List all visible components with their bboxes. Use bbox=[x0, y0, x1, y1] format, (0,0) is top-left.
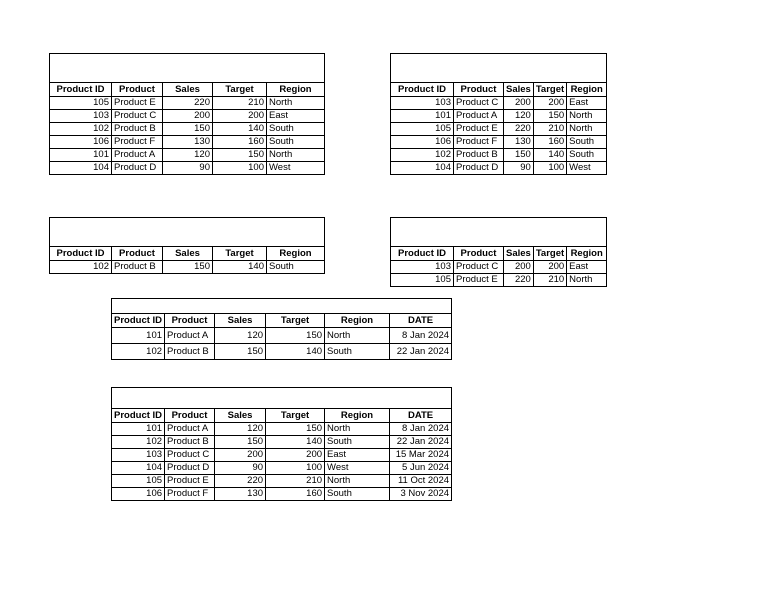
cell: 220 bbox=[215, 475, 266, 488]
cell: 220 bbox=[504, 274, 534, 287]
table-row bbox=[50, 123, 325, 136]
cell: 90 bbox=[163, 162, 213, 175]
column-header: Product ID bbox=[50, 247, 112, 261]
cell: 102 bbox=[112, 436, 165, 449]
column-header: Region bbox=[567, 83, 607, 97]
table-row bbox=[112, 449, 452, 462]
cell: 210 bbox=[213, 97, 267, 110]
cell: North bbox=[325, 423, 390, 436]
table-row bbox=[112, 488, 452, 501]
cell: 140 bbox=[533, 149, 566, 162]
cell: Product B bbox=[165, 436, 215, 449]
cell: Product D bbox=[112, 162, 163, 175]
column-header: Region bbox=[567, 247, 607, 261]
cell: 220 bbox=[163, 97, 213, 110]
cell: 200 bbox=[504, 261, 534, 274]
table-row bbox=[112, 328, 452, 344]
cell: 160 bbox=[213, 136, 267, 149]
cell: South bbox=[325, 344, 390, 360]
table-filtered-pair bbox=[390, 217, 607, 287]
cell: 104 bbox=[112, 462, 165, 475]
cell: South bbox=[267, 136, 325, 149]
table-row bbox=[391, 261, 607, 274]
cell: 3 Nov 2024 bbox=[390, 488, 452, 501]
column-header: Product bbox=[165, 314, 215, 328]
cell: 105 bbox=[50, 97, 112, 110]
cell: 22 Jan 2024 bbox=[390, 436, 452, 449]
cell: East bbox=[567, 97, 607, 110]
cell: West bbox=[267, 162, 325, 175]
column-header: Product ID bbox=[391, 247, 454, 261]
table-filtered-single bbox=[49, 217, 325, 274]
table-row bbox=[112, 423, 452, 436]
cell: Product B bbox=[112, 123, 163, 136]
cell: Product C bbox=[454, 261, 504, 274]
cell: 101 bbox=[391, 110, 454, 123]
cell: Product B bbox=[165, 344, 215, 360]
cell: South bbox=[567, 136, 607, 149]
column-header: Sales bbox=[163, 247, 213, 261]
cell: Product F bbox=[454, 136, 504, 149]
cell: 150 bbox=[533, 110, 566, 123]
cell: 100 bbox=[213, 162, 267, 175]
cell: Product A bbox=[454, 110, 504, 123]
table-row bbox=[112, 436, 452, 449]
cell: 101 bbox=[50, 149, 112, 162]
table-row bbox=[391, 274, 607, 287]
cell: 11 Oct 2024 bbox=[390, 475, 452, 488]
cell: 106 bbox=[50, 136, 112, 149]
cell: Product C bbox=[165, 449, 215, 462]
cell: West bbox=[567, 162, 607, 175]
cell: South bbox=[267, 123, 325, 136]
column-header: Region bbox=[267, 247, 325, 261]
cell: 104 bbox=[50, 162, 112, 175]
column-header: Product ID bbox=[391, 83, 454, 97]
cell: 210 bbox=[266, 475, 325, 488]
cell: Product A bbox=[165, 328, 215, 344]
cell: North bbox=[567, 110, 607, 123]
cell: 150 bbox=[215, 436, 266, 449]
cell: Product D bbox=[165, 462, 215, 475]
cell: 5 Jun 2024 bbox=[390, 462, 452, 475]
column-header: Product ID bbox=[50, 83, 112, 97]
cell: 130 bbox=[163, 136, 213, 149]
cell: 8 Jan 2024 bbox=[390, 423, 452, 436]
column-header: DATE bbox=[390, 409, 452, 423]
cell: 103 bbox=[112, 449, 165, 462]
cell: 102 bbox=[391, 149, 454, 162]
cell: West bbox=[325, 462, 390, 475]
cell: 200 bbox=[215, 449, 266, 462]
cell: North bbox=[325, 475, 390, 488]
cell: Product F bbox=[112, 136, 163, 149]
table-title-cell bbox=[50, 54, 325, 83]
cell: 8 Jan 2024 bbox=[390, 328, 452, 344]
cell: Product B bbox=[454, 149, 504, 162]
cell: 200 bbox=[533, 97, 566, 110]
cell: 160 bbox=[533, 136, 566, 149]
cell: Product C bbox=[112, 110, 163, 123]
table-sorted-by-region bbox=[390, 53, 607, 175]
cell: 220 bbox=[504, 123, 534, 136]
cell: 160 bbox=[266, 488, 325, 501]
column-header: Target bbox=[533, 247, 566, 261]
column-header: Sales bbox=[215, 314, 266, 328]
table-title-cell bbox=[112, 388, 452, 409]
column-header: Product bbox=[454, 83, 504, 97]
column-header: Product bbox=[454, 247, 504, 261]
cell: 102 bbox=[50, 123, 112, 136]
cell: 140 bbox=[266, 436, 325, 449]
cell: 150 bbox=[215, 344, 266, 360]
cell: 200 bbox=[213, 110, 267, 123]
column-header: Target bbox=[213, 83, 267, 97]
cell: 100 bbox=[533, 162, 566, 175]
cell: North bbox=[567, 274, 607, 287]
cell: South bbox=[325, 436, 390, 449]
table-row bbox=[50, 110, 325, 123]
table-row bbox=[112, 475, 452, 488]
cell: Product A bbox=[165, 423, 215, 436]
column-header: Sales bbox=[504, 247, 534, 261]
column-header: Product bbox=[112, 83, 163, 97]
cell: 200 bbox=[504, 97, 534, 110]
cell: 90 bbox=[504, 162, 534, 175]
cell: Product F bbox=[165, 488, 215, 501]
cell: 130 bbox=[504, 136, 534, 149]
table-row bbox=[391, 149, 607, 162]
cell: 120 bbox=[215, 423, 266, 436]
cell: 90 bbox=[215, 462, 266, 475]
cell: 106 bbox=[112, 488, 165, 501]
cell: North bbox=[567, 123, 607, 136]
cell: 140 bbox=[266, 344, 325, 360]
cell: 150 bbox=[266, 423, 325, 436]
cell: 100 bbox=[266, 462, 325, 475]
cell: South bbox=[325, 488, 390, 501]
cell: Product A bbox=[112, 149, 163, 162]
cell: North bbox=[325, 328, 390, 344]
cell: 140 bbox=[213, 261, 267, 274]
table-sorted-by-sales bbox=[49, 53, 325, 175]
cell: 150 bbox=[163, 123, 213, 136]
cell: Product C bbox=[454, 97, 504, 110]
cell: 101 bbox=[112, 328, 165, 344]
cell: 200 bbox=[533, 261, 566, 274]
cell: 210 bbox=[533, 274, 566, 287]
cell: 140 bbox=[213, 123, 267, 136]
cell: Product E bbox=[454, 123, 504, 136]
cell: 102 bbox=[50, 261, 112, 274]
table-title-cell bbox=[112, 299, 452, 314]
cell: Product E bbox=[454, 274, 504, 287]
cell: South bbox=[267, 261, 325, 274]
table-row bbox=[50, 97, 325, 110]
cell: 105 bbox=[391, 123, 454, 136]
cell: 15 Mar 2024 bbox=[390, 449, 452, 462]
column-header: Region bbox=[267, 83, 325, 97]
column-header: Target bbox=[213, 247, 267, 261]
table-row bbox=[50, 149, 325, 162]
cell: 103 bbox=[50, 110, 112, 123]
column-header: Product bbox=[165, 409, 215, 423]
table-row bbox=[50, 261, 325, 274]
cell: 120 bbox=[504, 110, 534, 123]
table-row bbox=[391, 123, 607, 136]
column-header: DATE bbox=[390, 314, 452, 328]
table-row bbox=[50, 136, 325, 149]
cell: Product B bbox=[112, 261, 163, 274]
cell: 200 bbox=[266, 449, 325, 462]
column-header: Product ID bbox=[112, 314, 165, 328]
cell: 22 Jan 2024 bbox=[390, 344, 452, 360]
column-header: Region bbox=[325, 409, 390, 423]
cell: North bbox=[267, 97, 325, 110]
table-row bbox=[50, 162, 325, 175]
table-title-cell bbox=[391, 54, 607, 83]
column-header: Sales bbox=[215, 409, 266, 423]
cell: 150 bbox=[266, 328, 325, 344]
cell: 130 bbox=[215, 488, 266, 501]
column-header: Sales bbox=[163, 83, 213, 97]
column-header: Target bbox=[266, 314, 325, 328]
cell: Product E bbox=[165, 475, 215, 488]
cell: 105 bbox=[391, 274, 454, 287]
cell: South bbox=[567, 149, 607, 162]
table-row bbox=[391, 136, 607, 149]
table-row bbox=[391, 97, 607, 110]
cell: Product E bbox=[112, 97, 163, 110]
table-title-cell bbox=[391, 218, 607, 247]
cell: 150 bbox=[213, 149, 267, 162]
cell: 104 bbox=[391, 162, 454, 175]
table-row bbox=[391, 162, 607, 175]
cell: 150 bbox=[163, 261, 213, 274]
cell: 106 bbox=[391, 136, 454, 149]
column-header: Target bbox=[266, 409, 325, 423]
table-row bbox=[112, 462, 452, 475]
cell: Product D bbox=[454, 162, 504, 175]
table-row bbox=[112, 344, 452, 360]
cell: 200 bbox=[163, 110, 213, 123]
cell: 120 bbox=[215, 328, 266, 344]
column-header: Product ID bbox=[112, 409, 165, 423]
cell: 101 bbox=[112, 423, 165, 436]
cell: 103 bbox=[391, 97, 454, 110]
cell: 102 bbox=[112, 344, 165, 360]
table-with-date-full bbox=[111, 387, 452, 501]
cell: East bbox=[267, 110, 325, 123]
cell: 103 bbox=[391, 261, 454, 274]
table-with-date-filtered bbox=[111, 298, 452, 360]
cell: North bbox=[267, 149, 325, 162]
cell: 210 bbox=[533, 123, 566, 136]
column-header: Region bbox=[325, 314, 390, 328]
cell: 120 bbox=[163, 149, 213, 162]
cell: 105 bbox=[112, 475, 165, 488]
cell: East bbox=[567, 261, 607, 274]
cell: East bbox=[325, 449, 390, 462]
column-header: Target bbox=[533, 83, 566, 97]
table-title-cell bbox=[50, 218, 325, 247]
column-header: Sales bbox=[504, 83, 534, 97]
column-header: Product bbox=[112, 247, 163, 261]
table-row bbox=[391, 110, 607, 123]
cell: 150 bbox=[504, 149, 534, 162]
